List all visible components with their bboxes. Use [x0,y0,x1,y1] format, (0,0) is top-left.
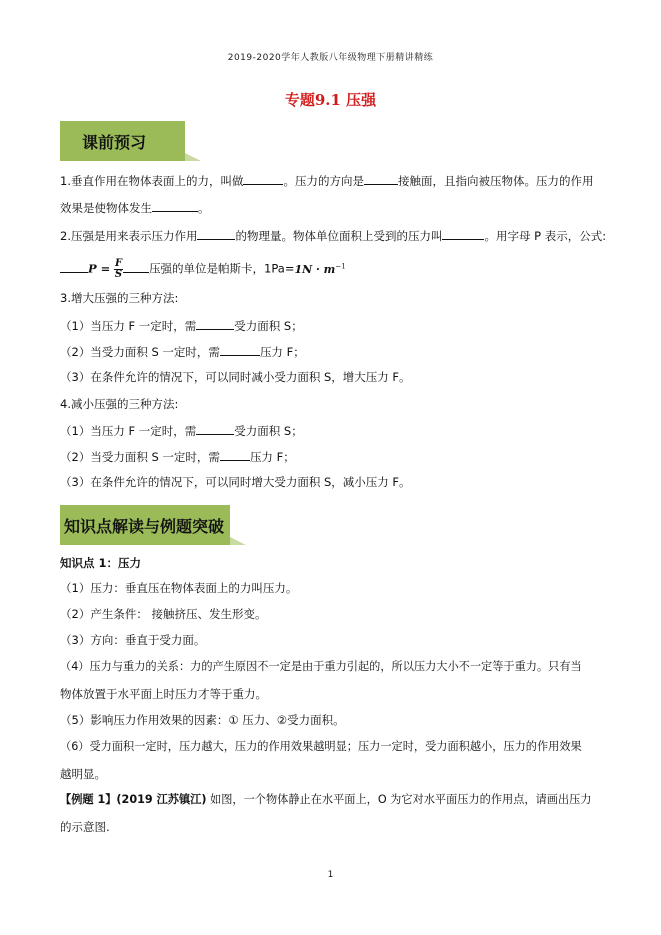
q1-text-a: 1.垂直作用在物体表面上的力，叫做 [60,174,244,188]
answer-blank[interactable] [220,448,250,461]
q4-item3: （3）在条件允许的情况下，可以同时增大受力面积 S，减小压力 F。 [60,475,411,489]
banner-tail [230,537,246,545]
q2-text-b: 的物理量。物体单位面积上受到的压力叫 [235,229,443,243]
q1-text-e: 。 [198,201,210,215]
answer-blank[interactable] [123,260,149,273]
example-1-cont: 的示意图. [60,820,110,834]
kp1-p3: （3）方向：垂直于受力面。 [60,633,206,647]
q2-text-d: 压强的单位是帕斯卡，1Pa= [149,261,295,276]
formula-denominator: S [114,268,123,280]
section-banner-preview [60,121,185,161]
kp1-p2: （2）产生条件： 接触挤压、发生形变。 [60,607,267,621]
q4-item2-b: 压力 F； [249,450,295,464]
kp1-p6b: 越明显。 [60,767,106,781]
example-tag: 【例题 1】(2019 江苏镇江) [60,793,207,806]
q1-text-d: 效果是使物体发生 [60,201,152,215]
example-text-1: 如图，一个物体静止在水平面上，O 为它对水平面压力的作用点，请画出压力 [206,793,592,806]
q1-text-c: 接触面，且指向被压物体。压力的作用 [397,174,594,188]
q3-head: 3.增大压强的三种方法: [60,291,179,305]
answer-blank[interactable] [196,317,234,330]
example-1 [60,792,592,808]
answer-blank[interactable] [442,227,484,240]
unit-base: 1N · m [294,262,336,276]
q4-item2 [60,448,295,465]
answer-blank[interactable] [197,227,235,240]
kp1-p1: （1）压力：垂直压在物体表面上的力叫压力。 [60,581,298,595]
kp1-p4b: 物体放置于水平面上时压力才等于重力。 [60,687,267,701]
page-header: 2019-2020学年人教版八年级物理下册精讲精练 [227,53,434,63]
knowledge-point-heading: 知识点 1：压力 [60,556,142,570]
q1-text-b: 。压力的方向是 [283,174,364,188]
page-title: 专题9.1 压强 [284,91,377,109]
page-number: 1 [327,870,334,880]
pressure-formula-fraction [114,259,123,280]
q2-line2 [60,255,346,281]
kp1-p4a: （4）压力与重力的关系：力的产生原因不一定是由于重力引起的，所以压力大小不一定等于重力。只有当 [60,660,582,673]
q4-item1-a: （1）当压力 F 一定时，需 [60,424,197,438]
answer-blank[interactable] [196,422,234,435]
q2-text-c: 。用字母 P 表示，公式: [484,229,607,243]
unit-expression [294,263,345,276]
banner-tail [185,153,201,161]
kp1-p5: （5）影响压力作用效果的因素：① 压力、②受力面积。 [60,713,345,727]
unit-exponent: −1 [335,262,346,270]
answer-blank[interactable] [364,172,398,185]
q2-text-a: 2.压强是用来表示压力作用 [60,229,198,243]
section-banner-knowledge [60,505,230,545]
section-banner-label: 知识点解读与例题突破 [64,517,225,536]
answer-blank[interactable] [220,343,260,356]
q3-item2 [60,343,305,360]
q1-line2 [60,199,210,216]
answer-blank[interactable] [152,199,198,212]
answer-blank[interactable] [60,260,88,273]
q3-item2-a: （2）当受力面积 S 一定时，需 [60,345,220,359]
q1-line1 [60,172,593,189]
q3-item1-a: （1）当压力 F 一定时，需 [60,319,197,333]
q2-line1 [60,227,606,244]
q3-item1-b: 受力面积 S； [234,319,303,333]
answer-blank[interactable] [243,172,283,185]
formula-lhs: P = [88,261,111,276]
q4-item1 [60,422,303,439]
q3-item1 [60,317,303,334]
q4-head: 4.减小压强的三种方法: [60,397,179,411]
q3-item3: （3）在条件允许的情况下，可以同时减小受力面积 S，增大压力 F。 [60,370,411,384]
q4-item1-b: 受力面积 S； [234,424,303,438]
q3-item2-b: 压力 F； [259,345,305,359]
section-banner-label: 课前预习 [82,133,147,152]
q4-item2-a: （2）当受力面积 S 一定时，需 [60,450,220,464]
kp1-p6a: （6）受力面积一定时，压力越大，压力的作用效果越明显；压力一定时，受力面积越小，压力的作用效果 [60,740,582,753]
formula-numerator: F [114,257,123,269]
